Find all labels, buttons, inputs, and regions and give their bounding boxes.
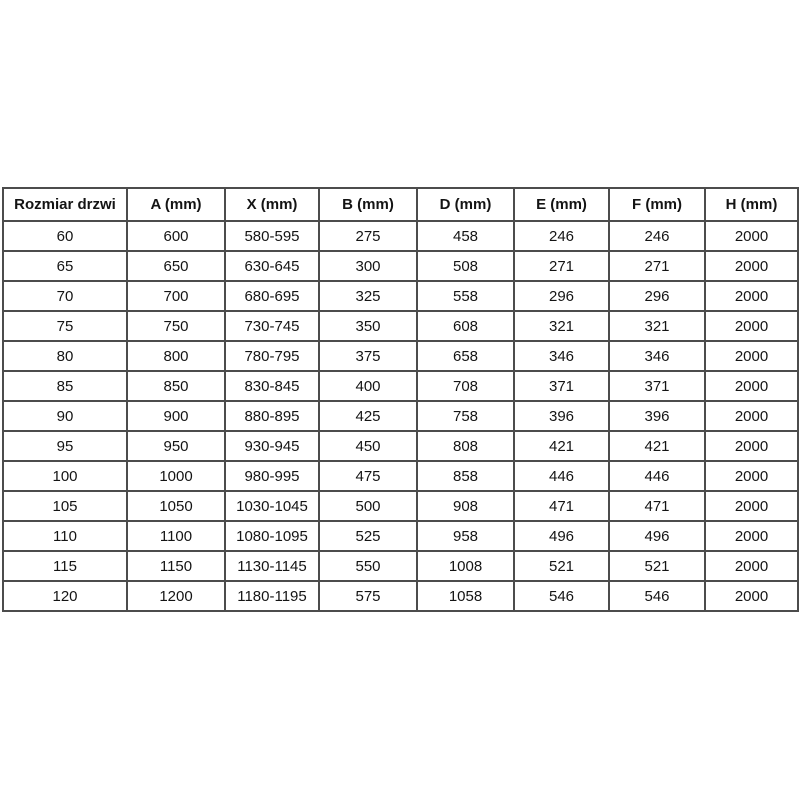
column-header: Rozmiar drzwi [3, 188, 127, 221]
cell: 1180-1195 [225, 581, 319, 611]
cell: 650 [127, 251, 225, 281]
column-header: B (mm) [319, 188, 417, 221]
cell: 75 [3, 311, 127, 341]
cell: 2000 [705, 251, 798, 281]
cell: 325 [319, 281, 417, 311]
table-row [3, 341, 798, 371]
cell: 496 [609, 521, 705, 551]
cell: 70 [3, 281, 127, 311]
cell: 300 [319, 251, 417, 281]
cell: 296 [609, 281, 705, 311]
column-header: F (mm) [609, 188, 705, 221]
cell: 880-895 [225, 401, 319, 431]
door-size-table [2, 187, 799, 612]
column-header: X (mm) [225, 188, 319, 221]
cell: 115 [3, 551, 127, 581]
cell: 800 [127, 341, 225, 371]
cell: 900 [127, 401, 225, 431]
table-row [3, 401, 798, 431]
cell: 550 [319, 551, 417, 581]
cell: 1008 [417, 551, 514, 581]
column-header: A (mm) [127, 188, 225, 221]
cell: 858 [417, 461, 514, 491]
cell: 421 [514, 431, 609, 461]
cell: 346 [514, 341, 609, 371]
cell: 321 [514, 311, 609, 341]
cell: 475 [319, 461, 417, 491]
cell: 2000 [705, 551, 798, 581]
table-row [3, 251, 798, 281]
size-table-container [2, 187, 797, 612]
table-row [3, 521, 798, 551]
cell: 708 [417, 371, 514, 401]
table-row [3, 281, 798, 311]
table-body [3, 221, 798, 611]
cell: 346 [609, 341, 705, 371]
cell: 546 [514, 581, 609, 611]
cell: 100 [3, 461, 127, 491]
cell: 730-745 [225, 311, 319, 341]
cell: 950 [127, 431, 225, 461]
cell: 958 [417, 521, 514, 551]
cell: 80 [3, 341, 127, 371]
column-header: D (mm) [417, 188, 514, 221]
cell: 908 [417, 491, 514, 521]
cell: 371 [609, 371, 705, 401]
cell: 500 [319, 491, 417, 521]
cell: 750 [127, 311, 225, 341]
cell: 105 [3, 491, 127, 521]
cell: 1200 [127, 581, 225, 611]
cell: 2000 [705, 431, 798, 461]
cell: 1100 [127, 521, 225, 551]
cell: 608 [417, 311, 514, 341]
cell: 580-595 [225, 221, 319, 251]
cell: 630-645 [225, 251, 319, 281]
cell: 600 [127, 221, 225, 251]
cell: 120 [3, 581, 127, 611]
table-row [3, 371, 798, 401]
cell: 95 [3, 431, 127, 461]
header-row [3, 188, 798, 221]
cell: 425 [319, 401, 417, 431]
table-row [3, 491, 798, 521]
cell: 1050 [127, 491, 225, 521]
cell: 980-995 [225, 461, 319, 491]
cell: 446 [609, 461, 705, 491]
cell: 496 [514, 521, 609, 551]
cell: 2000 [705, 401, 798, 431]
cell: 471 [514, 491, 609, 521]
cell: 85 [3, 371, 127, 401]
cell: 446 [514, 461, 609, 491]
cell: 1000 [127, 461, 225, 491]
cell: 2000 [705, 221, 798, 251]
cell: 450 [319, 431, 417, 461]
cell: 700 [127, 281, 225, 311]
cell: 271 [514, 251, 609, 281]
cell: 371 [514, 371, 609, 401]
column-header: H (mm) [705, 188, 798, 221]
cell: 558 [417, 281, 514, 311]
cell: 575 [319, 581, 417, 611]
cell: 90 [3, 401, 127, 431]
table-row [3, 221, 798, 251]
cell: 110 [3, 521, 127, 551]
cell: 65 [3, 251, 127, 281]
cell: 930-945 [225, 431, 319, 461]
cell: 60 [3, 221, 127, 251]
cell: 375 [319, 341, 417, 371]
cell: 296 [514, 281, 609, 311]
cell: 400 [319, 371, 417, 401]
table-row [3, 431, 798, 461]
column-header: E (mm) [514, 188, 609, 221]
cell: 2000 [705, 491, 798, 521]
cell: 680-695 [225, 281, 319, 311]
cell: 2000 [705, 341, 798, 371]
table-row [3, 311, 798, 341]
cell: 2000 [705, 521, 798, 551]
table-row [3, 551, 798, 581]
cell: 396 [609, 401, 705, 431]
cell: 1080-1095 [225, 521, 319, 551]
cell: 275 [319, 221, 417, 251]
cell: 546 [609, 581, 705, 611]
cell: 1030-1045 [225, 491, 319, 521]
cell: 2000 [705, 371, 798, 401]
cell: 350 [319, 311, 417, 341]
cell: 396 [514, 401, 609, 431]
cell: 421 [609, 431, 705, 461]
cell: 271 [609, 251, 705, 281]
cell: 458 [417, 221, 514, 251]
cell: 2000 [705, 311, 798, 341]
cell: 2000 [705, 581, 798, 611]
cell: 658 [417, 341, 514, 371]
cell: 246 [514, 221, 609, 251]
cell: 1130-1145 [225, 551, 319, 581]
cell: 1058 [417, 581, 514, 611]
cell: 2000 [705, 281, 798, 311]
cell: 471 [609, 491, 705, 521]
cell: 525 [319, 521, 417, 551]
cell: 808 [417, 431, 514, 461]
cell: 321 [609, 311, 705, 341]
table-row [3, 461, 798, 491]
cell: 780-795 [225, 341, 319, 371]
cell: 521 [514, 551, 609, 581]
cell: 758 [417, 401, 514, 431]
cell: 246 [609, 221, 705, 251]
cell: 2000 [705, 461, 798, 491]
cell: 1150 [127, 551, 225, 581]
cell: 521 [609, 551, 705, 581]
cell: 850 [127, 371, 225, 401]
table-row [3, 581, 798, 611]
cell: 830-845 [225, 371, 319, 401]
cell: 508 [417, 251, 514, 281]
